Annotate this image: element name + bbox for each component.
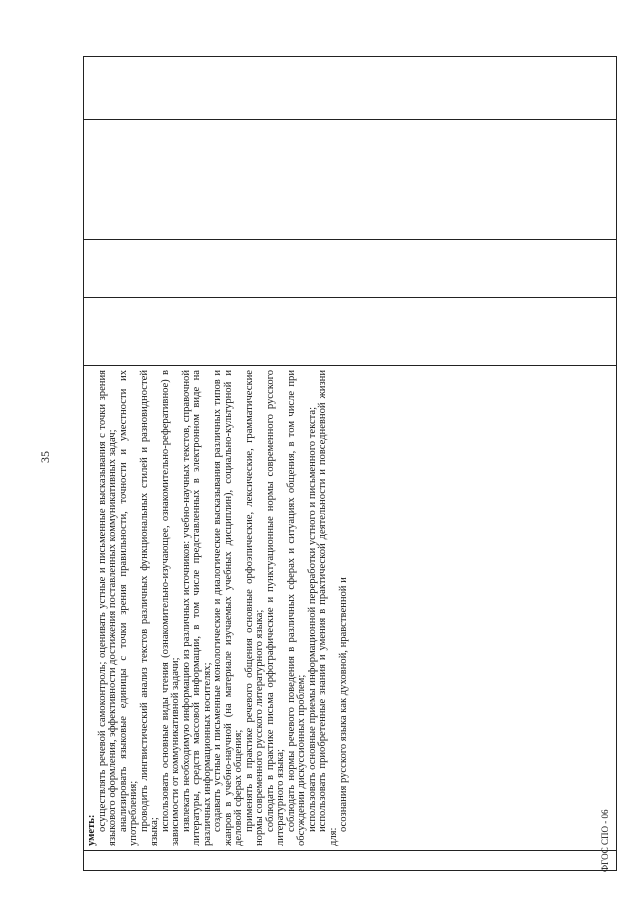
requirement-item: использовать основные приемы информационной переработки устного и письменного текста; [306, 406, 318, 832]
requirements-table [83, 56, 617, 871]
requirement-item: осознания русского языка как духовной, нравственной и [338, 577, 349, 832]
table-column-competencies [84, 57, 616, 119]
table-column-discipline [84, 119, 616, 239]
table-column-index-2 [84, 239, 616, 297]
table-column-requirements [84, 365, 616, 850]
table-column-index [84, 850, 616, 870]
requirement-item: применять в практике речевого общения основные орфоэпические, лексические, грамматические нормы современного русского литературного языка; [243, 370, 265, 846]
requirement-item: использовать приобретенные знания и умения в практической деятельности и повседневной жизни для: [317, 370, 339, 846]
table-column-hours [84, 297, 616, 365]
footer-code: ФГОС СПО - 06 [600, 809, 610, 872]
requirement-item: соблюдать в практике письма орфографические и пунктуационные нормы современного русского литературного языка; [264, 370, 286, 846]
requirement-item: проводить лингвистический анализ текстов различных функциональных стилей и разновидностей языка; [138, 370, 160, 846]
requirement-item: соблюдать нормы речевого поведения в различных сферах и ситуациях общения, в том числе при обсуждении дискуссионных проблем; [285, 370, 307, 846]
requirements-text [87, 370, 350, 846]
skills-heading: уметь: [86, 814, 97, 846]
requirement-item: извлекать необходимую информацию из различных источников: учебно-научных текстов, справочной литературы, средств массовой информации, в том числе представленных в электронном виде на различных информационных носителях; [180, 370, 213, 846]
requirement-item: анализировать языковые единицы с точки зрения правильности, точности и уместности их употребления; [117, 370, 139, 846]
requirement-item: осуществлять речевой самоконтроль; оценивать устные и письменные высказывания с точки зрения языкового оформления, эффективности достижения поставленных коммуникативных задач; [96, 370, 118, 846]
page-number: 35 [38, 451, 52, 463]
requirement-item: использовать основные виды чтения (ознакомительно-изучающее, ознакомительно-реферативное) в зависимости от коммуникативной задачи; [159, 370, 181, 846]
requirement-item: создавать устные и письменные монологические и диалогические высказывания различных типов и жанров в учебно-научной (на материале изучаемых учебных дисциплин), социально-культурной и деловой сферах общения; [212, 370, 244, 846]
